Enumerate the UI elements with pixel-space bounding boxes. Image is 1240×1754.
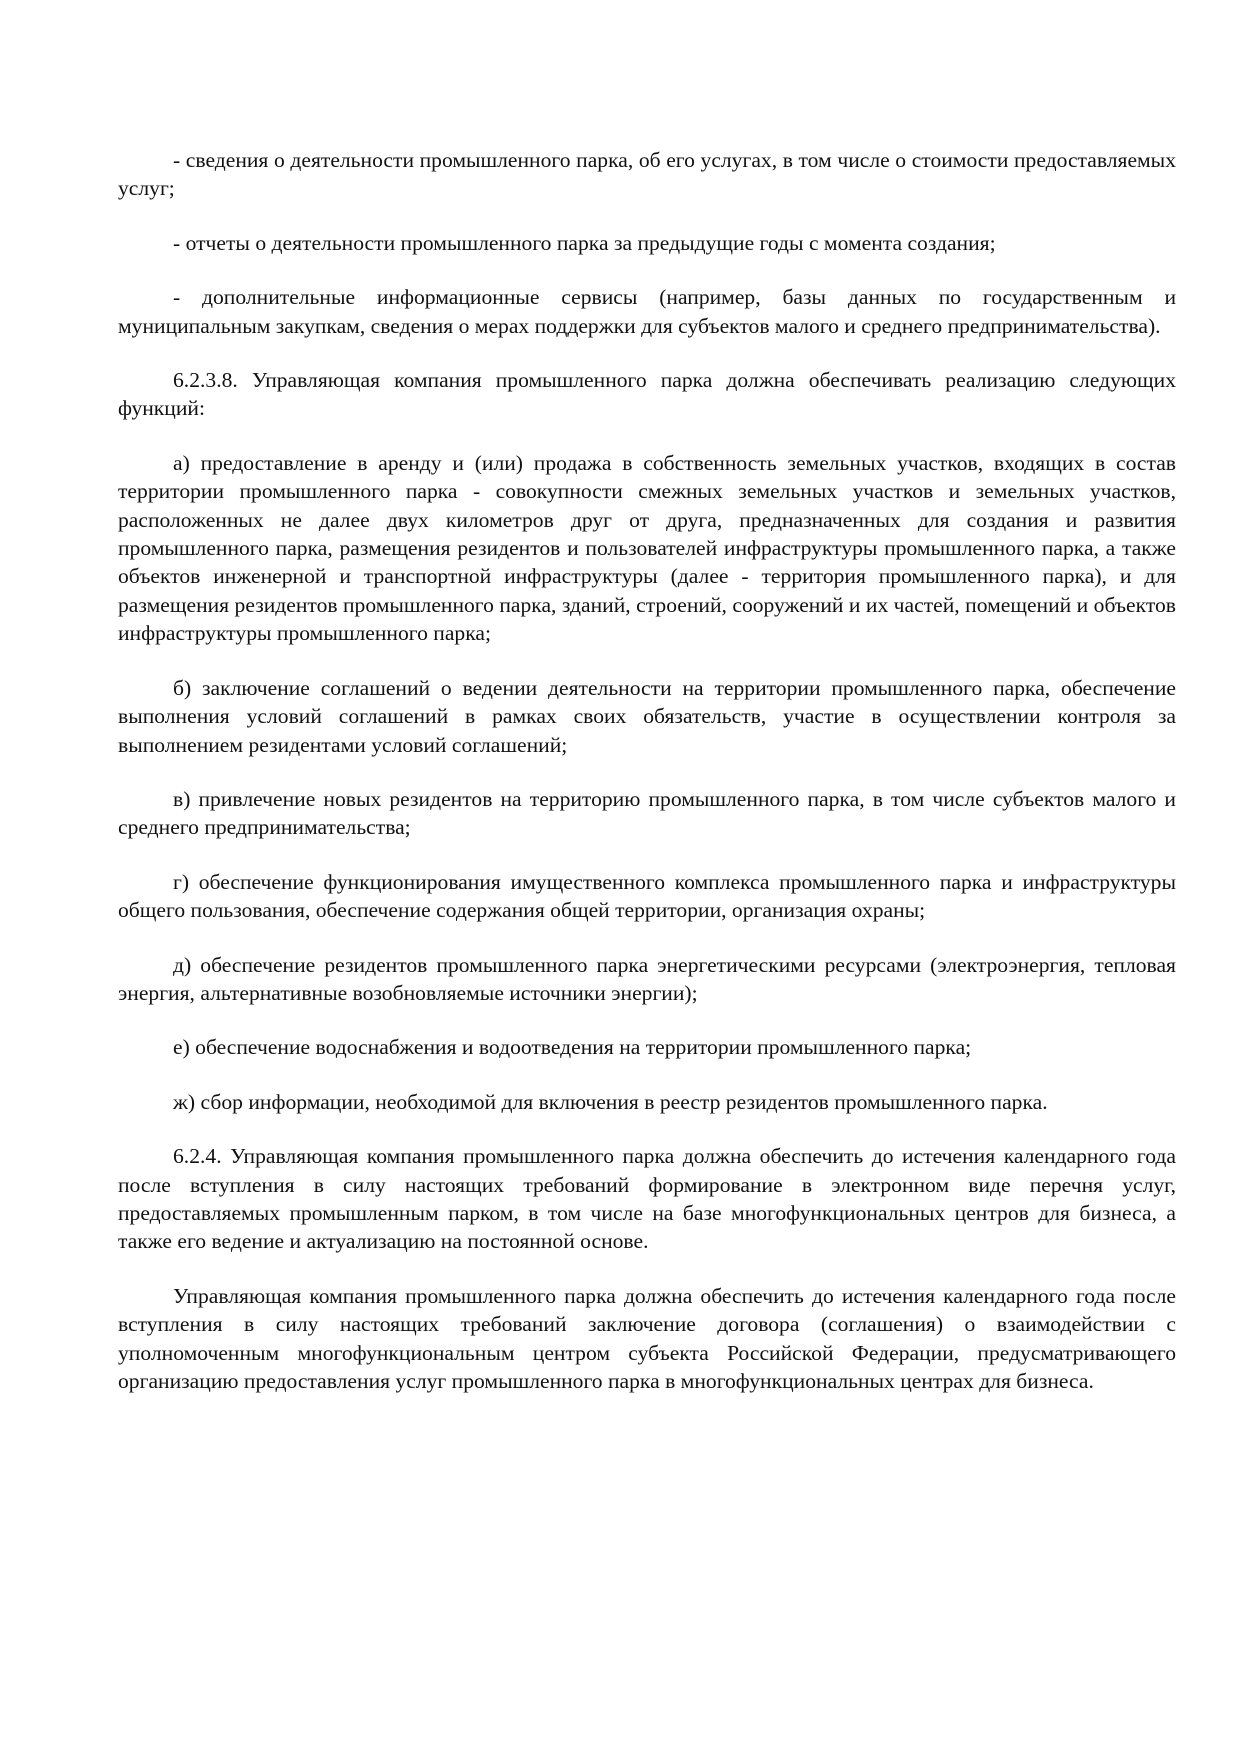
paragraph-item-zh: ж) сбор информации, необходимой для включения в реестр резидентов промышленного парка. bbox=[173, 1089, 1048, 1114]
paragraph-6-2-4: 6.2.4. Управляющая компания промышленного парка должна обеспечить до истечения календарного года после вступления в силу настоящих требований формирование в электронном виде перечня услуг, предоставляемых промышленным парком, в том числе на базе многофункциональных центров для бизнеса, а также его ведение и актуализацию на постоянной основе. bbox=[118, 1144, 1176, 1254]
paragraph-services-info: - сведения о деятельности промышленного парка, об его услугах, в том числе о стоимости предоставляемых услуг; bbox=[118, 148, 1176, 201]
document-page bbox=[118, 146, 1176, 1421]
paragraph-reports: - отчеты о деятельности промышленного парка за предыдущие годы с момента создания; bbox=[173, 230, 996, 255]
paragraph-item-d: д) обеспечение резидентов промышленного парка энергетическими ресурсами (электроэнергия, тепловая энергия, альтернативные возобновляемые источники энергии); bbox=[118, 952, 1176, 1005]
paragraph-item-g: г) обеспечение функционирования имущественного комплекса промышленного парка и инфраструктуры общего пользования, обеспечение содержания общей территории, организация охраны; bbox=[118, 869, 1176, 923]
paragraph-6-2-3-8: 6.2.3.8. Управляющая компания промышленного парка должна обеспечивать реализацию следующих функций: bbox=[118, 368, 1176, 421]
paragraph-mfc-agreement: Управляющая компания промышленного парка должна обеспечить до истечения календарного года после вступления в силу настоящих требований заключение договора (соглашения) о взаимодействии с уполномоченным многофункциональным центром субъекта Российской Федерации, предусматривающего организацию предоставления услуг промышленного парка в многофункциональных центрах для бизнеса. bbox=[118, 1283, 1176, 1393]
paragraph-item-e: е) обеспечение водоснабжения и водоотведения на территории промышленного парка; bbox=[173, 1035, 972, 1060]
paragraph-info-services: - дополнительные информационные сервисы (например, базы данных по государственным и муниципальным закупкам, сведения о мерах поддержки для субъектов малого и среднего предпринимательства). bbox=[118, 285, 1176, 338]
paragraph-item-v: в) привлечение новых резидентов на территорию промышленного парка, в том числе субъектов малого и среднего предпринимательства; bbox=[118, 786, 1176, 840]
paragraph-item-a: а) предоставление в аренду и (или) продажа в собственность земельных участков, входящих в состав территории промышленного парка - совокупности смежных земельных участков и земельных участков, расположенных не далее двух километров друг от друга, предназначенных для создания и развития промышленного парка, размещения резидентов и пользователей инфраструктуры промышленного парка, а также объектов инженерной и транспортной инфраструктуры (далее - территория промышленного парка), и для размещения резидентов промышленного парка, зданий, строений, сооружений и их частей, помещений и объектов инфраструктуры промышленного парка; bbox=[118, 450, 1176, 646]
paragraph-item-b: б) заключение соглашений о ведении деятельности на территории промышленного парка, обеспечение выполнения условий соглашений в рамках своих обязательств, участие в осуществлении контроля за выполнением резидентами условий соглашений; bbox=[118, 675, 1176, 757]
